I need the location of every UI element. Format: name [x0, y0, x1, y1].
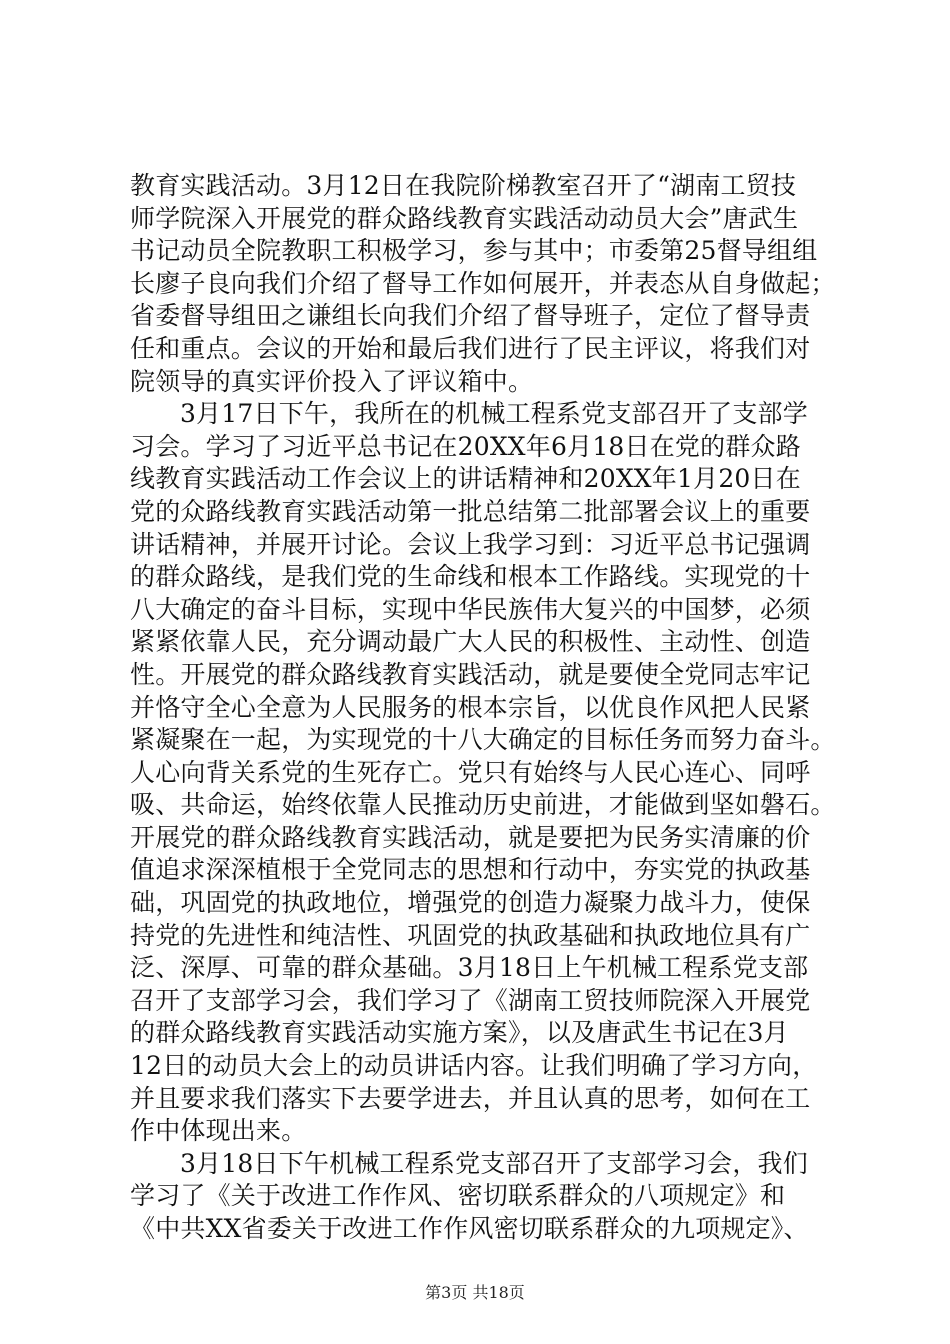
- text-line: 召开了支部学习会，我们学习了《湖南工贸技师院深入开展党: [130, 985, 811, 1015]
- text-line: 作中体现出来。: [130, 1116, 307, 1146]
- text-line: 书记动员全院教职工积极学习，参与其中；市委第25督导组组: [130, 236, 818, 266]
- text-line: 师学院深入开展党的群众路线教育实践活动动员大会”唐武生: [130, 203, 799, 233]
- document-body: [130, 170, 836, 1246]
- text-line: 泛、深厚、可靠的群众基础。3月18日上午机械工程系党支部: [130, 953, 809, 983]
- text-line: 础，巩固党的执政地位，增强党的创造力凝聚力战斗力，使保: [130, 888, 811, 918]
- text-line: 值追求深深植根于全党同志的思想和行动中，夯实党的执政基: [130, 855, 811, 885]
- text-line: 的群众路线，是我们党的生命线和根本工作路线。实现党的十: [130, 562, 811, 592]
- text-line: 人心向背关系党的生死存亡。党只有始终与人民心连心、同呼: [130, 757, 811, 787]
- text-line: 八大确定的奋斗目标，实现中华民族伟大复兴的中国梦，必须: [130, 594, 811, 624]
- text-line: 紧凝聚在一起，为实现党的十八大确定的目标任务而努力奋斗。: [130, 725, 836, 755]
- text-line: 省委督导组田之谦组长向我们介绍了督导班子，定位了督导责: [130, 301, 811, 331]
- text-line: 并恪守全心全意为人民服务的根本宗旨，以优良作风把人民紧: [130, 692, 811, 722]
- text-line: 持党的先进性和纯洁性、巩固党的执政基础和执政地位具有广: [130, 920, 811, 950]
- text-line: 3月17日下午，我所在的机械工程系党支部召开了支部学: [180, 399, 808, 429]
- text-line: 紧紧依靠人民，充分调动最广大人民的积极性、主动性、创造: [130, 627, 811, 657]
- text-line: 党的众路线教育实践活动第一批总结第二批部署会议上的重要: [130, 496, 811, 526]
- text-line: 长廖子良向我们介绍了督导工作如何展开，并表态从自身做起；: [130, 268, 836, 298]
- text-line: 学习了《关于改进工作作风、密切联系群众的八项规定》和: [130, 1181, 786, 1211]
- text-line: 并且要求我们落实下去要学进去，并且认真的思考，如何在工: [130, 1083, 811, 1113]
- text-line: 的群众路线教育实践活动实施方案》，以及唐武生书记在3月: [130, 1018, 789, 1048]
- text-line: 院领导的真实评价投入了评议箱中。: [130, 366, 534, 396]
- text-line: 《中共XX省委关于改进工作作风密切联系群众的九项规定》、: [130, 1214, 809, 1243]
- page-footer: 第3页 共18页: [425, 1283, 525, 1302]
- text-line: 吸、共命运，始终依靠人民推动历史前进，才能做到坚如磐石。: [130, 790, 836, 820]
- text-line: 习会。学习了习近平总书记在20XX年6月18日在党的群众路: [130, 431, 801, 461]
- text-line: 教育实践活动。3月12日在我院阶梯教室召开了“湖南工贸技: [130, 171, 797, 200]
- text-line: 性。开展党的群众路线教育实践活动，就是要使全党同志牢记: [130, 659, 811, 689]
- text-line: 任和重点。会议的开始和最后我们进行了民主评议，将我们对: [130, 333, 811, 363]
- text-line: 3月18日下午机械工程系党支部召开了支部学习会，我们: [180, 1148, 808, 1178]
- text-line: 开展党的群众路线教育实践活动，就是要把为民务实清廉的价: [130, 822, 811, 852]
- text-line: 讲话精神，并展开讨论。会议上我学习到：习近平总书记强调: [130, 529, 811, 559]
- text-line: 12日的动员大会上的动员讲话内容。让我们明确了学习方向，: [130, 1051, 818, 1081]
- text-line: 线教育实践活动工作会议上的讲话精神和20XX年1月20日在: [130, 464, 801, 494]
